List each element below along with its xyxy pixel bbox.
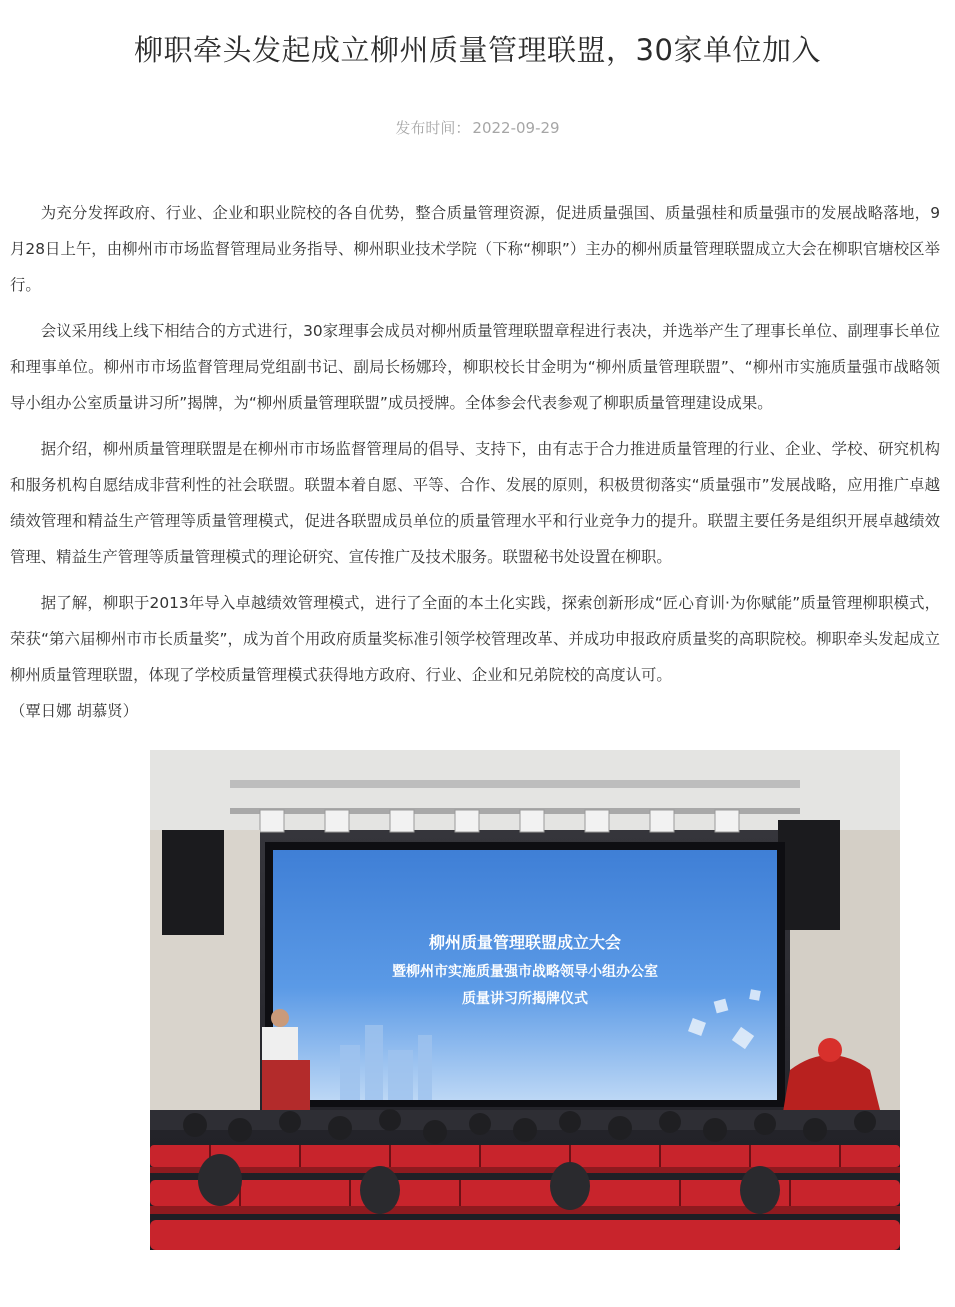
publish-date: 2022-09-29 <box>472 119 560 137</box>
conference-photo <box>150 750 900 1250</box>
article-body <box>10 195 940 729</box>
publish-label: 发布时间： <box>395 119 471 137</box>
author-caption: （覃日娜 胡慕贤） <box>10 702 139 720</box>
paragraph-2: 会议采用线上线下相结合的方式进行，30家理事会成员对柳州质量管理联盟章程进行表决，并选举产生了理事长单位、副理事长单位和理事单位。柳州市市场监督管理局党组副书记、副局长杨娜玲，柳职校长甘金明为“柳州质量管理联盟”、“柳州市实施质量强市战略领导小组办公室质量讲习所”揭牌，为“柳州质量管理联盟”成员授牌。全体参会代表参观了柳职质量管理建设成果。 <box>10 322 940 412</box>
paragraph-1: 为充分发挥政府、行业、企业和职业院校的各自优势，整合质量管理资源，促进质量强国、质量强桂和质量强市的发展战略落地，9月28日上午，由柳州市市场监督管理局业务指导、柳州职业技术学院（下称“柳职”）主办的柳州质量管理联盟成立大会在柳职官塘校区举行。 <box>10 204 940 294</box>
screen-title-line-3: 质量讲习所揭牌仪式 <box>462 991 588 1007</box>
screen-title-line-2: 暨柳州市实施质量强市战略领导小组办公室 <box>392 964 658 980</box>
publish-meta <box>0 117 955 138</box>
paragraph-3: 据介绍，柳州质量管理联盟是在柳州市市场监督管理局的倡导、支持下，由有志于合力推进质量管理的行业、企业、学校、研究机构和服务机构自愿结成非营利性的社会联盟。联盟本着自愿、平等、合作、发展的原则，积极贯彻落实“质量强市”发展战略，应用推广卓越绩效管理和精益生产管理等质量管理模式，促进各联盟成员单位的质量管理水平和行业竞争力的提升。联盟主要任务是组织开展卓越绩效管理、精益生产管理等质量管理模式的理论研究、宣传推广及技术服务。联盟秘书处设置在柳职。 <box>10 440 940 566</box>
screen-title-line-1: 柳州质量管理联盟成立大会 <box>428 933 622 952</box>
paragraph-4: 据了解，柳职于2013年导入卓越绩效管理模式，进行了全面的本土化实践，探索创新形成“匠心育训·为你赋能”质量管理柳职模式，荣获“第六届柳州市市长质量奖”，成为首个用政府质量奖标准引领学校管理改革、并成功申报政府质量奖的高职院校。柳职牵头发起成立柳州质量管理联盟，体现了学校质量管理模式获得地方政府、行业、企业和兄弟院校的高度认可。 <box>10 594 940 684</box>
article-title: 柳职牵头发起成立柳州质量管理联盟，30家单位加入 <box>134 33 821 67</box>
conference-photo-illustration <box>150 750 900 1250</box>
